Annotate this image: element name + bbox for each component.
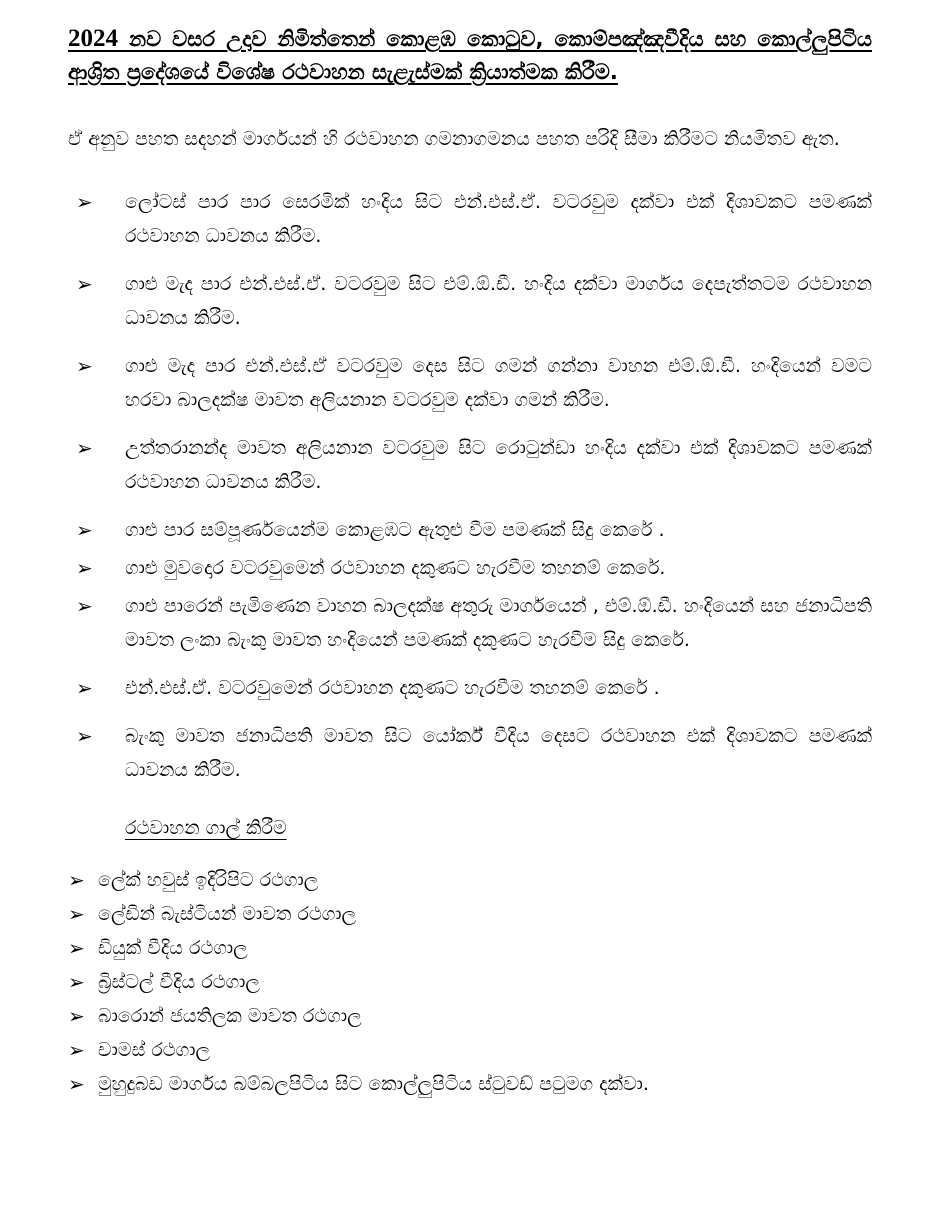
list-item [68,1067,872,1101]
rule-text: බැංකු මාවත ජනාධිපති මාවත සිට යෝර්ක් වීදිය දෙසට රථවාහන එක් දිශාවකට පමණක් ධාවනය කිරීම. [125,725,872,781]
closure-text: ලේඩින් බැස්ටියන් මාවත රථගාල [98,903,357,925]
list-item [68,267,872,335]
arrow-bullet-icon: ➢ [76,436,93,460]
arrow-bullet-icon: ➢ [68,1004,85,1028]
closure-text: ඩියුක් වීදිය රථගාල [98,937,248,959]
arrow-bullet-icon: ➢ [68,902,85,926]
traffic-rules-list [68,185,872,787]
arrow-bullet-icon: ➢ [76,518,93,542]
list-item [68,513,872,547]
list-item [68,431,872,499]
title-year: 2024 [68,25,118,52]
list-item [68,349,872,417]
document-title [68,22,872,89]
arrow-bullet-icon: ➢ [68,936,85,960]
list-item [68,589,872,657]
closure-text: බාරොන් ජයතිලක මාවත රථගාල [98,1005,362,1027]
arrow-bullet-icon: ➢ [76,594,93,618]
list-item [68,999,872,1033]
closure-text: ලේක් හවුස් ඉදිරිපිට රථගාල [98,869,319,891]
rule-text: ගාළු පාරෙන් පැමිණෙන වාහන බාලදක්ෂ අතුරු මාර්ගයෙන් , එම්.ඕ.ඩී. හංදියෙන් සහ ජනාධිපති මාවත ලංකා බැංකු මාවත හංදියෙන් පමණක් දකුණට හැරවීම සිදු කෙරේ. [125,595,872,651]
list-item [68,719,872,787]
arrow-bullet-icon: ➢ [76,724,93,748]
rule-text: ගාළු පාර සම්පූර්ණයෙන්ම කොළඹට ඇතුළු වීම පමණක් සිදු කෙරේ . [125,519,665,541]
rule-text: ගාළු මැද පාර එන්.එස්.ඒ වටරවුම දෙස සිට ගමන් ගන්නා වාහන එම්.ඕ.ඩී. හංදියෙන් වමට හරවා බාලදක්ෂ මාවත අලියනාන වටරවුම දක්වා ගමන් කිරීම. [125,355,872,411]
arrow-bullet-icon: ➢ [68,1072,85,1096]
list-item [68,185,872,253]
arrow-bullet-icon: ➢ [68,1038,85,1062]
rule-text: ගාළු මැද පාර එන්.එස්.ඒ. වටරවුම සිට එම්.ඕ.ඩී. හංදිය දක්වා මාර්ගය දෙපැත්තටම රථවාහන ධාවනය කිරීම. [125,273,872,329]
arrow-bullet-icon: ➢ [68,970,85,994]
arrow-bullet-icon: ➢ [76,272,93,296]
list-item [68,1033,872,1067]
rule-text: ගාළු මුවදොර වටරවුමෙන් රථවාහන දකුණට හැරවීම තහනම් කෙරේ. [125,557,666,579]
list-item [68,863,872,897]
list-item [68,551,872,585]
parking-closures-heading: රථවාහන ගාල් කිරීම [125,817,287,839]
rule-text: එන්.එස්.ඒ. වටරවුමෙන් රථවාහන දකුණට හැරවීම තහනම් කෙරේ . [125,677,660,699]
arrow-bullet-icon: ➢ [76,556,93,580]
arrow-bullet-icon: ➢ [76,354,93,378]
parking-closures-list [68,863,872,1101]
list-item [68,965,872,999]
list-item [68,671,872,705]
arrow-bullet-icon: ➢ [76,676,93,700]
closure-text: චාමස් රථගාල [98,1039,210,1061]
list-item [68,931,872,965]
closure-text: මුහුදුබඩ මාර්ගය බම්බලපිටිය සිට කොල්ලුපිටිය ස්ටුවඩ් පටුමග දක්වා. [98,1073,649,1095]
arrow-bullet-icon: ➢ [68,868,85,892]
document-page [68,22,872,1101]
arrow-bullet-icon: ➢ [76,190,93,214]
closure-text: බ්‍රිස්ටල් වීදිය රථගාල [98,971,260,993]
list-item [68,897,872,931]
rule-text: ලෝටස් පාර පාර සෙරමික් හංදිය සිට එන්.එස්.ඒ. වටරවුම දක්වා එක් දිශාවකට පමණක් රථවාහන ධාවනය කිරීම. [125,191,872,247]
title-text: නව වසර උදාව නිමිත්තෙන් කොළඹ කොටුව, කොම්පඤ්ඤවීදිය සහ කොල්ලුපිටිය ආශ්‍රිත ප්‍රදේශයේ විශේෂ රථවාහන සැළැස්මක් ක්‍රියාත්මක කිරීම. [68,27,872,84]
rule-text: උත්තරානන්ද මාවත අලියනාන වටරවුම සිට රොටුන්ඩා හංදිය දක්වා එක් දිශාවකට පමණක් රථවාහන ධාවනය කිරීම. [125,437,872,493]
intro-paragraph: ඒ අනුව පහත සදහන් මාර්ගයන් හි රථවාහන ගමනාගමනය පහත පරිදි සීමා කිරීමට නියමිතව ඇත. [68,128,840,150]
